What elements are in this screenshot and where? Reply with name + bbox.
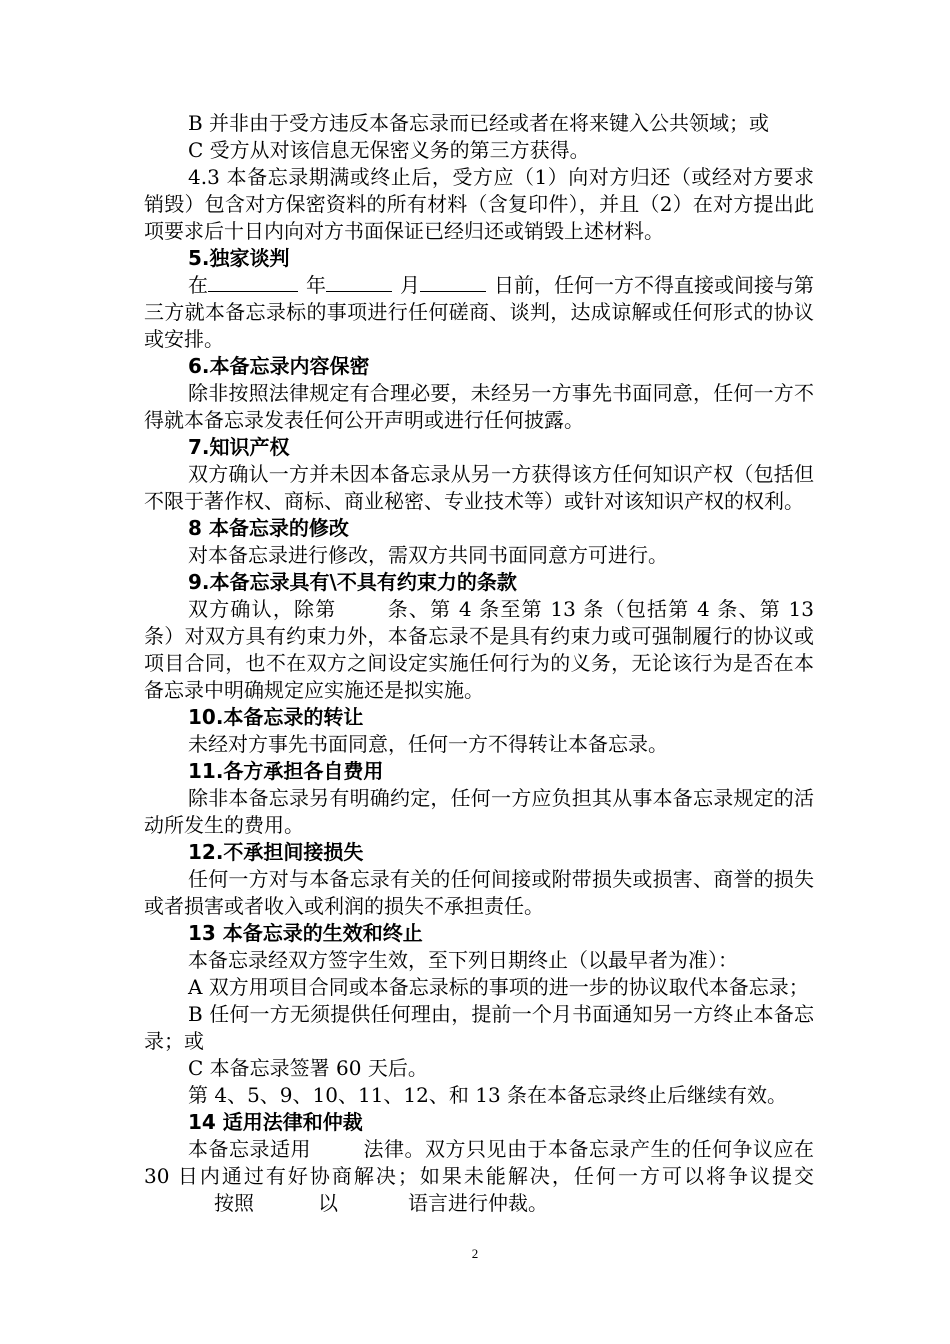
text: 在 (188, 273, 208, 297)
section-7-heading: 7.知识产权 (188, 435, 290, 459)
text: 以 (318, 1191, 338, 1215)
section-8-heading: 8 本备忘录的修改 (188, 516, 349, 540)
section-8-body: 对本备忘录进行修改，需双方共同书面同意方可进行。 (188, 543, 668, 567)
section-13-survival: 第 4、5、9、10、11、12、和 13 条在本备忘录终止后继续有效。 (188, 1083, 788, 1107)
section-10-heading: 10.本备忘录的转让 (188, 705, 364, 729)
section-12-body: 任何一方对与本备忘录有关的任何间接或附带损失或损害、商誉的损失或者损害或者收入或利润的损失不承担责任。 (144, 867, 814, 918)
section-9-heading: 9.本备忘录具有\不具有约束力的条款 (188, 570, 517, 594)
text: 年 (306, 273, 326, 297)
section-14-heading: 14 适用法律和仲裁 (188, 1110, 363, 1134)
section-5-body (144, 272, 814, 353)
section-11-heading: 11.各方承担各自费用 (188, 759, 384, 783)
section-13-body: 本备忘录经双方签字生效，至下列日期终止（以最早者为准）： (188, 948, 738, 972)
section-13-item-c: C 本备忘录签署 60 天后。 (188, 1056, 428, 1080)
text: 按照 (214, 1191, 254, 1215)
clause-4-2-b: B 并非由于受方违反本备忘录而已经或者在将来键入公共领域；或 (188, 111, 770, 135)
text: 双方确认，除第 (188, 597, 337, 621)
year-blank (208, 273, 298, 292)
section-6-heading: 6.本备忘录内容保密 (188, 354, 370, 378)
text: 日前，任何一方不得直接或间接与第三方就本备忘录标的事项进行任何磋商、谈判，达成谅解或任何形式的协议或安排。 (144, 273, 814, 351)
section-10-body: 未经对方事先书面同意，任何一方不得转让本备忘录。 (188, 732, 668, 756)
section-11-body: 除非本备忘录另有明确约定，任何一方应负担其从事本备忘录规定的活动所发生的费用。 (144, 786, 814, 837)
section-13-heading: 13 本备忘录的生效和终止 (188, 921, 423, 945)
text: 语言进行仲裁。 (408, 1191, 548, 1215)
text: 月 (400, 273, 420, 297)
clause-4-2-c: C 受方从对该信息无保密义务的第三方获得。 (188, 138, 590, 162)
section-13-item-a: A 双方用项目合同或本备忘录标的事项的进一步的协议取代本备忘录； (188, 975, 809, 999)
text: 条、第 4 条至第 13 条（包括第 4 条、第 13 条）对双方具有约束力外，本备忘录不是具有约束力或可强制履行的协议或项目合同，也不在双方之间设定实施任何行为的义务，无论该行为是否在本备忘录中明确规定应实施还是拟实施。 (144, 597, 814, 702)
section-5-heading: 5.独家谈判 (188, 246, 290, 270)
section-12-heading: 12.不承担间接损失 (188, 840, 364, 864)
section-13-item-b: B 任何一方无须提供任何理由，提前一个月书面通知另一方终止本备忘录；或 (144, 1002, 814, 1053)
month-blank (326, 273, 392, 292)
clause-4-3: 4.3 本备忘录期满或终止后，受方应（1）向对方归还（或经对方要求销毁）包含对方保密资料的所有材料（含复印件），并且（2）在对方提出此项要求后十日内向对方书面保证已经归还或销毁上述材料。 (144, 165, 814, 243)
text: 本备忘录适用 (188, 1137, 311, 1161)
day-blank (420, 273, 486, 292)
section-7-body: 双方确认一方并未因本备忘录从另一方获得该方任何知识产权（包括但不限于著作权、商标、商业秘密、专业技术等）或针对该知识产权的权利。 (144, 462, 814, 513)
section-9-body (144, 596, 814, 704)
text: 法律。双方只见由于本备忘录产生的任何争议应在 30 日内通过有好协商解决；如果未能解决，任何一方可以将争议提交 (144, 1137, 814, 1188)
document-body (144, 110, 814, 1217)
section-6-body: 除非按照法律规定有合理必要，未经另一方事先书面同意，任何一方不得就本备忘录发表任何公开声明或进行任何披露。 (144, 381, 814, 432)
page-number: 2 (471, 1246, 479, 1261)
section-14-body (144, 1136, 814, 1217)
